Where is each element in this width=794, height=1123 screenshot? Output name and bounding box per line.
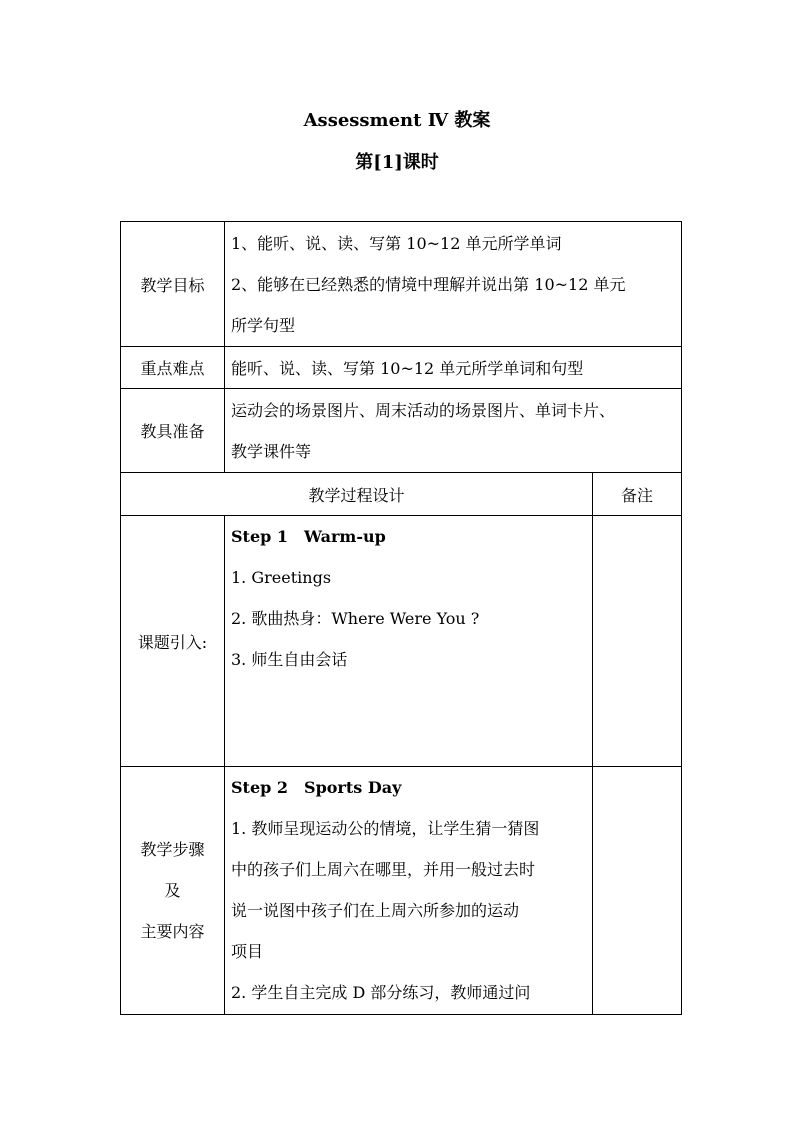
objective-line-3: 所学句型 [231,315,296,335]
process-design-header: 教学过程设计 [121,473,593,516]
row-main-content [121,767,682,1015]
step-2-heading: Step 2 Sports Day [231,778,402,797]
lesson-period: 第[1]课时 [355,152,439,173]
materials-line-2: 教学课件等 [231,441,312,461]
intro-line-2: 2. 歌曲热身：Where Were You ? [231,609,480,628]
intro-notes [593,516,682,767]
materials-content [225,389,682,473]
intro-content [225,516,593,767]
objectives-label: 教学目标 [121,222,225,347]
document-title: Assessment Ⅳ 教案 [303,110,491,131]
main-label-line-2: 及 [164,881,181,900]
main-content [225,767,593,1015]
row-materials [121,389,682,473]
main-line-3: 说一说图中孩子们在上周六所参加的运动 [231,901,520,920]
main-line-1: 1. 教师呈现运动公的情境，让学生猜一猜图 [231,819,540,838]
intro-label: 课题引入: [121,516,225,767]
key-points-label: 重点难点 [121,347,225,389]
step-1-heading: Step 1 Warm-up [231,527,386,546]
notes-header: 备注 [593,473,682,516]
main-line-4: 项目 [231,942,264,961]
main-line-2: 中的孩子们上周六在哪里，并用一般过去时 [231,860,536,879]
objective-line-2: 2、能够在已经熟悉的情境中理解并说出第 10~12 单元 [231,274,626,294]
key-points-content: 能听、说、读、写第 10~12 单元所学单词和句型 [225,347,682,389]
main-label [121,767,225,1015]
row-intro [121,516,682,767]
main-line-5: 2. 学生自主完成 D 部分练习，教师通过问 [231,983,531,1002]
row-objectives [121,222,682,347]
row-key-points [121,347,682,389]
lesson-plan-table [120,221,682,1015]
intro-line-3: 3. 师生自由会话 [231,650,348,669]
main-notes [593,767,682,1015]
objective-line-1: 1、能听、说、读、写第 10~12 单元所学单词 [231,233,562,253]
objectives-content [225,222,682,347]
main-label-line-3: 主要内容 [140,922,205,941]
main-label-line-1: 教学步骤 [140,840,205,859]
materials-label: 教具准备 [121,389,225,473]
row-process-header [121,473,682,516]
intro-line-1: 1. Greetings [231,568,332,587]
materials-line-1: 运动会的场景图片、周末活动的场景图片、单词卡片、 [231,400,616,420]
